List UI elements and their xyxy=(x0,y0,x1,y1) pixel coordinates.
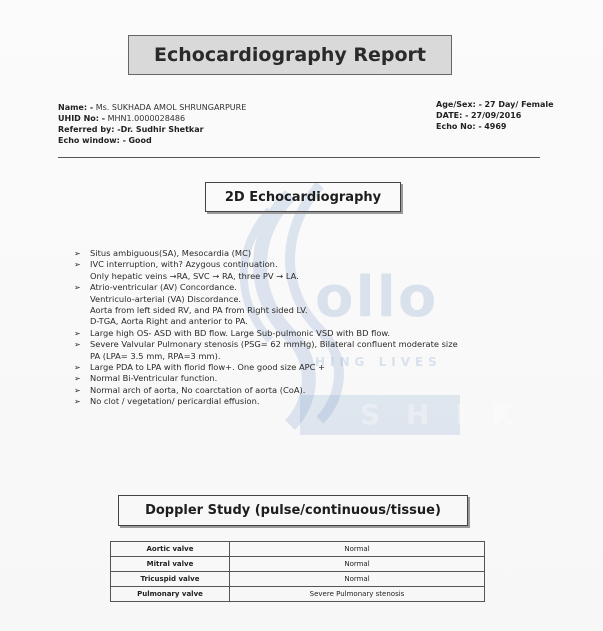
finding-text: Situs ambiguous(SA), Mesocardia (MC) xyxy=(90,248,252,258)
agesex-row xyxy=(436,99,554,110)
patient-info-left xyxy=(58,102,246,146)
finding-text: IVC interruption, with? Azygous continuation. xyxy=(90,259,278,270)
echo-no-row xyxy=(436,121,554,132)
finding-text: Only hepatic veins →RA, SVC → RA, three PV → LA. xyxy=(90,270,299,281)
echo-window-row xyxy=(58,135,246,146)
patient-name-value: Ms. SUKHADA AMOL SHRUNGARPURE xyxy=(95,103,247,112)
doppler-table xyxy=(110,541,485,602)
finding-item xyxy=(74,362,554,373)
watermark-text-main: ollo xyxy=(315,265,439,330)
section-2d-echo-heading: 2D Echocardiography xyxy=(205,182,401,212)
uhid-label: UHID No: - xyxy=(58,114,106,123)
arrow-bullet-icon: ➢ xyxy=(74,340,81,350)
table-row xyxy=(111,557,485,572)
finding-item xyxy=(74,396,554,407)
doppler-table-body xyxy=(111,542,485,602)
finding-item xyxy=(74,259,554,282)
finding-text: Large high OS- ASD with BD flow. Large Sub-pulmonic VSD with BD flow. xyxy=(90,327,391,338)
arrow-bullet-icon: ➢ xyxy=(74,283,81,293)
arrow-bullet-icon: ➢ xyxy=(74,328,81,338)
finding-item xyxy=(74,282,554,328)
finding-text: No clot / vegetation/ pericardial effusion. xyxy=(90,396,260,407)
valve-result-cell: Severe Pulmonary stenosis xyxy=(230,587,485,602)
table-row xyxy=(111,572,485,587)
valve-result-cell: Normal xyxy=(230,557,485,572)
echo-window-value: Good xyxy=(128,136,152,145)
section-doppler-heading: Doppler Study (pulse/continuous/tissue) xyxy=(118,495,468,526)
finding-item xyxy=(74,373,554,384)
finding-text: Atrio-ventricular (AV) Concordance. xyxy=(90,282,237,293)
arrow-bullet-icon: ➢ xyxy=(74,385,81,395)
table-row xyxy=(111,587,485,602)
finding-text: Ventriculo-arterial (VA) Discordance. xyxy=(90,293,242,304)
uhid-row xyxy=(58,113,246,124)
patient-name-label: Name: - xyxy=(58,103,94,112)
echo-window-label: Echo window: - xyxy=(58,136,126,145)
header-divider xyxy=(58,157,540,158)
finding-text: Severe Valvular Pulmonary stenosis (PSG= 62 mmHg), Bilateral confluent moderate size xyxy=(90,339,458,350)
echo-no-label: Echo No: - xyxy=(436,122,482,131)
watermark-text-line1: HING LIVES xyxy=(315,355,442,369)
valve-name-cell: Pulmonary valve xyxy=(111,587,230,602)
valve-name-cell: Aortic valve xyxy=(111,542,230,557)
findings-list xyxy=(74,248,554,408)
agesex-value: 27 Day/ Female xyxy=(484,100,554,109)
arrow-bullet-icon: ➢ xyxy=(74,374,81,384)
valve-result-cell: Normal xyxy=(230,572,485,587)
uhid-value: MHN1.0000028486 xyxy=(107,114,186,123)
echo-no-value: 4969 xyxy=(484,122,507,131)
agesex-label: Age/Sex: - xyxy=(436,100,482,109)
finding-item xyxy=(74,385,554,396)
date-label: DATE: - xyxy=(436,111,469,120)
table-row xyxy=(111,542,485,557)
finding-text: Normal Bi-Ventricular function. xyxy=(90,373,218,384)
referred-row xyxy=(58,124,246,135)
valve-result-cell: Normal xyxy=(230,542,485,557)
watermark-text-line2: S H I K xyxy=(360,398,521,431)
arrow-bullet-icon: ➢ xyxy=(74,260,81,270)
referred-value: Dr. Sudhir Shetkar xyxy=(120,125,204,134)
finding-text: Normal arch of aorta, No coarctation of aorta (CoA). xyxy=(90,384,306,395)
date-row xyxy=(436,110,554,121)
valve-name-cell: Mitral valve xyxy=(111,557,230,572)
arrow-bullet-icon: ➢ xyxy=(74,397,81,407)
patient-info-right xyxy=(436,99,554,132)
report-title: Echocardiography Report xyxy=(128,35,452,75)
arrow-bullet-icon: ➢ xyxy=(74,249,81,258)
finding-text: D-TGA, Aorta Right and anterior to PA. xyxy=(90,316,248,327)
arrow-bullet-icon: ➢ xyxy=(74,363,81,373)
finding-item xyxy=(74,339,554,362)
valve-name-cell: Tricuspid valve xyxy=(111,572,230,587)
finding-item xyxy=(74,248,554,259)
referred-label: Referred by: - xyxy=(58,125,121,134)
finding-text: Aorta from left sided RV, and PA from Right sided LV. xyxy=(90,305,308,316)
finding-item xyxy=(74,328,554,339)
finding-text: Large PDA to LPA with florid flow+. One good size APC + xyxy=(90,362,326,373)
patient-name-row xyxy=(58,102,246,113)
finding-text: PA (LPA= 3.5 mm, RPA=3 mm). xyxy=(90,350,221,361)
date-value: 27/09/2016 xyxy=(470,111,522,120)
